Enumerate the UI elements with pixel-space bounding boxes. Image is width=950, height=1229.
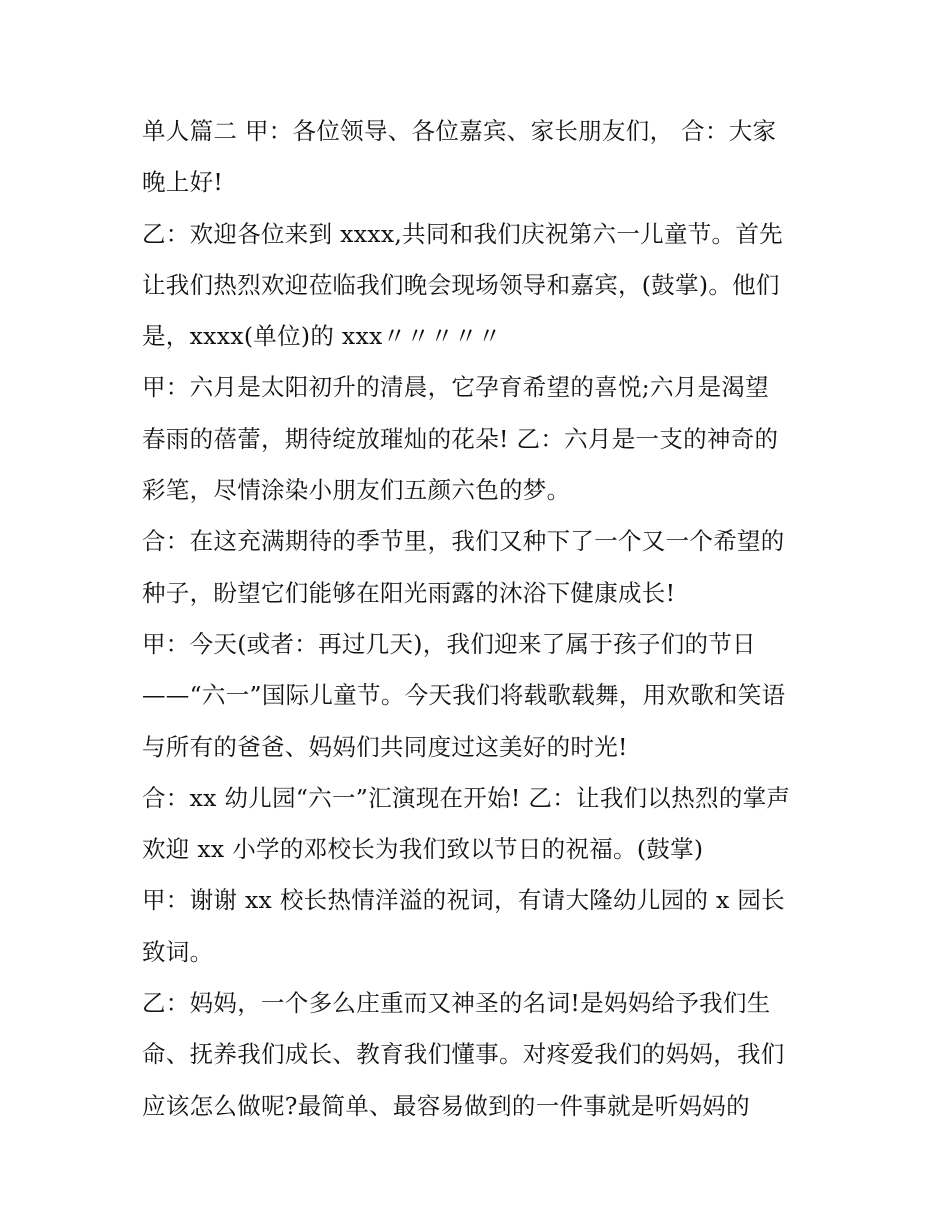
text-line-18: 乙：妈妈，一个多么庄重而又神圣的名词!是妈妈给予我们生 xyxy=(142,989,771,1018)
text-line-10: 种子，盼望它们能够在阳光雨露的沐浴下健康成长! xyxy=(142,578,676,607)
text-line-17: 致词。 xyxy=(142,937,214,966)
text-line-6: 甲：六月是太阳初升的清晨，它孕育希望的喜悦;六月是渴望 xyxy=(142,373,770,402)
text-line-7: 春雨的蓓蕾，期待绽放璀灿的花朵! 乙：六月是一支的神奇的 xyxy=(142,424,779,453)
text-line-5: 是，xxxx(单位)的 xxx〃〃〃〃〃 xyxy=(142,322,502,351)
text-line-11: 甲：今天(或者：再过几天)，我们迎来了属于孩子们的节日 xyxy=(142,629,756,658)
document-body xyxy=(142,106,818,1132)
text-line-20: 应该怎么做呢?最简单、最容易做到的一件事就是听妈妈的 xyxy=(142,1091,750,1120)
text-line-14: 合：xx 幼儿园“六一”汇演现在开始! 乙：让我们以热烈的掌声 xyxy=(142,783,791,812)
text-line-8: 彩笔，尽情涂染小朋友们五颜六色的梦。 xyxy=(142,476,571,505)
text-line-16: 甲：谢谢 xx 校长热情洋溢的祝词，有请大隆幼儿园的 x 园长 xyxy=(142,886,785,915)
text-line-1: 单人篇二 甲：各位领导、各位嘉宾、家长朋友们， 合：大家 xyxy=(142,117,777,145)
text-line-3: 乙：欢迎各位来到 xxxx,共同和我们庆祝第六一儿童节。首先 xyxy=(142,219,783,248)
text-line-2: 晚上好! xyxy=(142,168,224,197)
text-line-9: 合：在这充满期待的季节里，我们又种下了一个又一个希望的 xyxy=(142,527,785,556)
text-line-12: ——“六一”国际儿童节。今天我们将载歌载舞，用欢歌和笑语 xyxy=(142,681,786,710)
text-line-19: 命、抚养我们成长、教育我们懂事。对疼爱我们的妈妈，我们 xyxy=(142,1040,785,1069)
text-line-13: 与所有的爸爸、妈妈们共同度过这美好的时光! xyxy=(142,732,628,761)
text-line-15: 欢迎 xx 小学的邓校长为我们致以节日的祝福。(鼓掌) xyxy=(142,835,704,864)
text-line-4: 让我们热烈欢迎莅临我们晚会现场领导和嘉宾，(鼓掌)。他们 xyxy=(142,270,780,299)
